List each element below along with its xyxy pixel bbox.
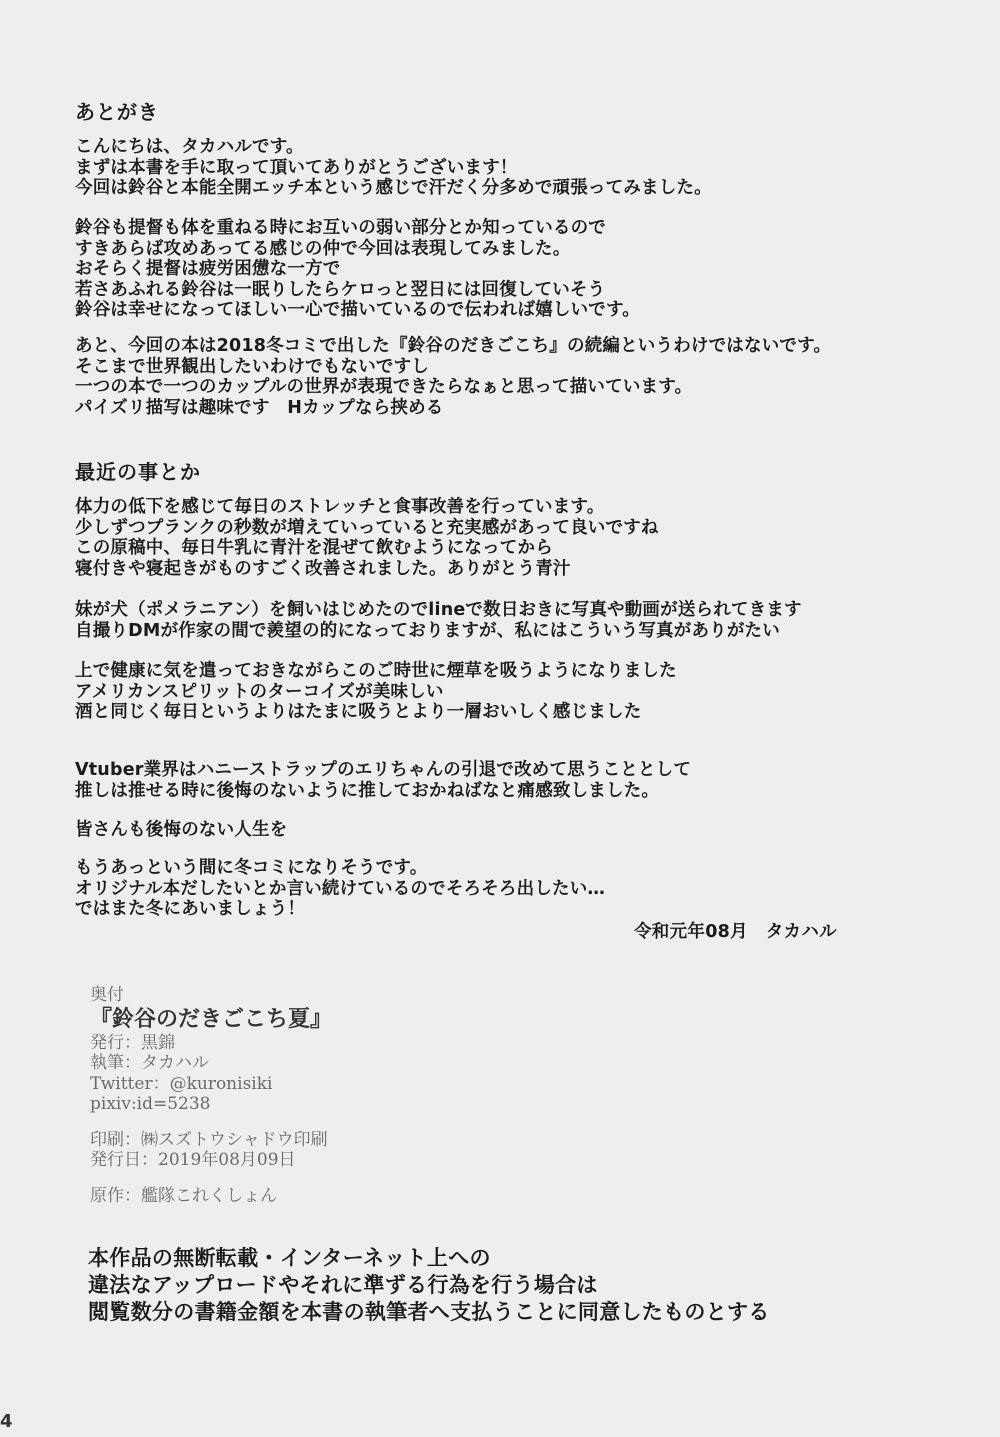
text-line: 体力の低下を感じて毎日のストレッチと食事改善を行っています。 xyxy=(75,497,605,517)
text-line: 今回は鈴谷と本能全開エッチ本という感じで汗だく分多めで頑張ってみました。 xyxy=(75,178,712,198)
afterword-paragraph-3 xyxy=(75,336,831,418)
colophon-date: 発行日：2019年08月09日 xyxy=(90,1150,296,1170)
text-line: 自撮りDMが作家の間で羨望の的になっておりますが、私にはこういう写真がありがたい xyxy=(75,620,780,641)
text-line: 推しは推せる時に後悔のないように推しておかねばなと痛感致しました。 xyxy=(75,780,660,801)
notice-line: 閲覧数分の書籍金額を本書の執筆者へ支払うことに同意したものとする xyxy=(88,1300,770,1324)
colophon-author: 執筆：タカハル xyxy=(90,1053,209,1073)
text-line: そこまで世界観出したいわけでもないですし xyxy=(75,356,429,377)
text-line: 若さあふれる鈴谷は一眠りしたらケロっと翌日には回復していそう xyxy=(75,279,606,300)
text-line: おそらく提督は疲労困憊な一方で xyxy=(75,259,341,279)
recent-paragraph-5 xyxy=(75,820,287,841)
notice-line: 違法なアップロードやそれに準ずる行為を行う場合は xyxy=(88,1273,598,1297)
text-line: もうあっという間に冬コミになりそうです。 xyxy=(75,858,428,878)
signature: 令和元年08月 タカハル xyxy=(634,922,837,942)
page-number: 4 xyxy=(0,1411,13,1432)
text-line: 鈴谷は幸せになってほしい一心で描いているので伝われば嬉しいです。 xyxy=(75,300,640,320)
notice-line: 本作品の無断転載・インターネット上への xyxy=(88,1246,491,1270)
recent-paragraph-3 xyxy=(75,661,677,723)
text-line: この原稿中、毎日牛乳に青汁を混ぜて飲むようになってから xyxy=(75,538,553,558)
colophon-title: 『鈴谷のだきごこち夏』 xyxy=(90,1005,333,1032)
recent-paragraph-1 xyxy=(75,497,659,579)
afterword-paragraph-1 xyxy=(75,137,712,199)
colophon-printer: 印刷：㈱スズトウシャドウ印刷 xyxy=(90,1129,328,1150)
text-line: オリジナル本だしたいとか言い続けているのでそろそろ出したい… xyxy=(75,878,606,899)
text-line: Vtuber業界はハニーストラップのエリちゃんの引退で改めて思うこととして xyxy=(75,760,692,780)
text-line: 一つの本で一つのカップルの世界が表現できたらなぁと思って描いています。 xyxy=(75,377,693,397)
text-line: パイズリ描写は趣味です Hカップなら挟める xyxy=(75,397,444,418)
text-line: こんにちは、タカハルです。 xyxy=(75,137,304,157)
recent-paragraph-4 xyxy=(75,760,691,801)
recent-paragraph-2 xyxy=(75,600,802,641)
colophon-twitter: Twitter：@kuronisiki xyxy=(90,1073,273,1094)
text-line: あと、今回の本は2018冬コミで出した『鈴谷のだきごこち』の続編というわけではないです。 xyxy=(75,336,832,356)
text-line: 妹が犬（ポメラニアン）を飼いはじめたのでlineで数日おきに写真や動画が送られてきます xyxy=(75,600,802,620)
afterword-paragraph-2 xyxy=(75,218,640,321)
colophon-original: 原作：艦隊これくしょん xyxy=(90,1185,277,1206)
recent-paragraph-6 xyxy=(75,858,605,920)
text-line: アメリカンスピリットのターコイズが美味しい xyxy=(75,681,444,702)
colophon-publisher: 発行：黒錦 xyxy=(90,1032,175,1053)
text-line: 少しずつプランクの秒数が増えていっていると充実感があって良いですね xyxy=(75,517,659,538)
afterword-heading: あとがき xyxy=(75,100,159,124)
text-line: 鈴谷も提督も体を重ねる時にお互いの弱い部分とか知っているので xyxy=(75,218,606,238)
spacer xyxy=(90,1171,332,1186)
text-line: ではまた冬にあいましょう！ xyxy=(75,899,306,919)
copyright-notice xyxy=(88,1245,770,1326)
recent-heading: 最近の事とか xyxy=(75,460,201,484)
colophon-pixiv: pixiv:id=5238 xyxy=(90,1094,211,1114)
text-line: すきあらば攻めあってる感じの仲で今回は表現してみました。 xyxy=(75,238,571,259)
text-line: 上で健康に気を遣っておきながらこのご時世に煙草を吸うようになりました xyxy=(75,661,677,681)
text-line: 皆さんも後悔のない人生を xyxy=(75,820,288,840)
text-line: まずは本書を手に取って頂いてありがとうございます！ xyxy=(75,157,518,178)
text-line: 酒と同じく毎日というよりはたまに吸うとより一層おいしく感じました xyxy=(75,702,642,722)
colophon-label: 奥付 xyxy=(90,985,124,1005)
spacer xyxy=(90,1115,332,1130)
colophon xyxy=(90,985,332,1206)
text-line: 寝付きや寝起きがものすごく改善されました。ありがとう青汁 xyxy=(75,558,571,579)
